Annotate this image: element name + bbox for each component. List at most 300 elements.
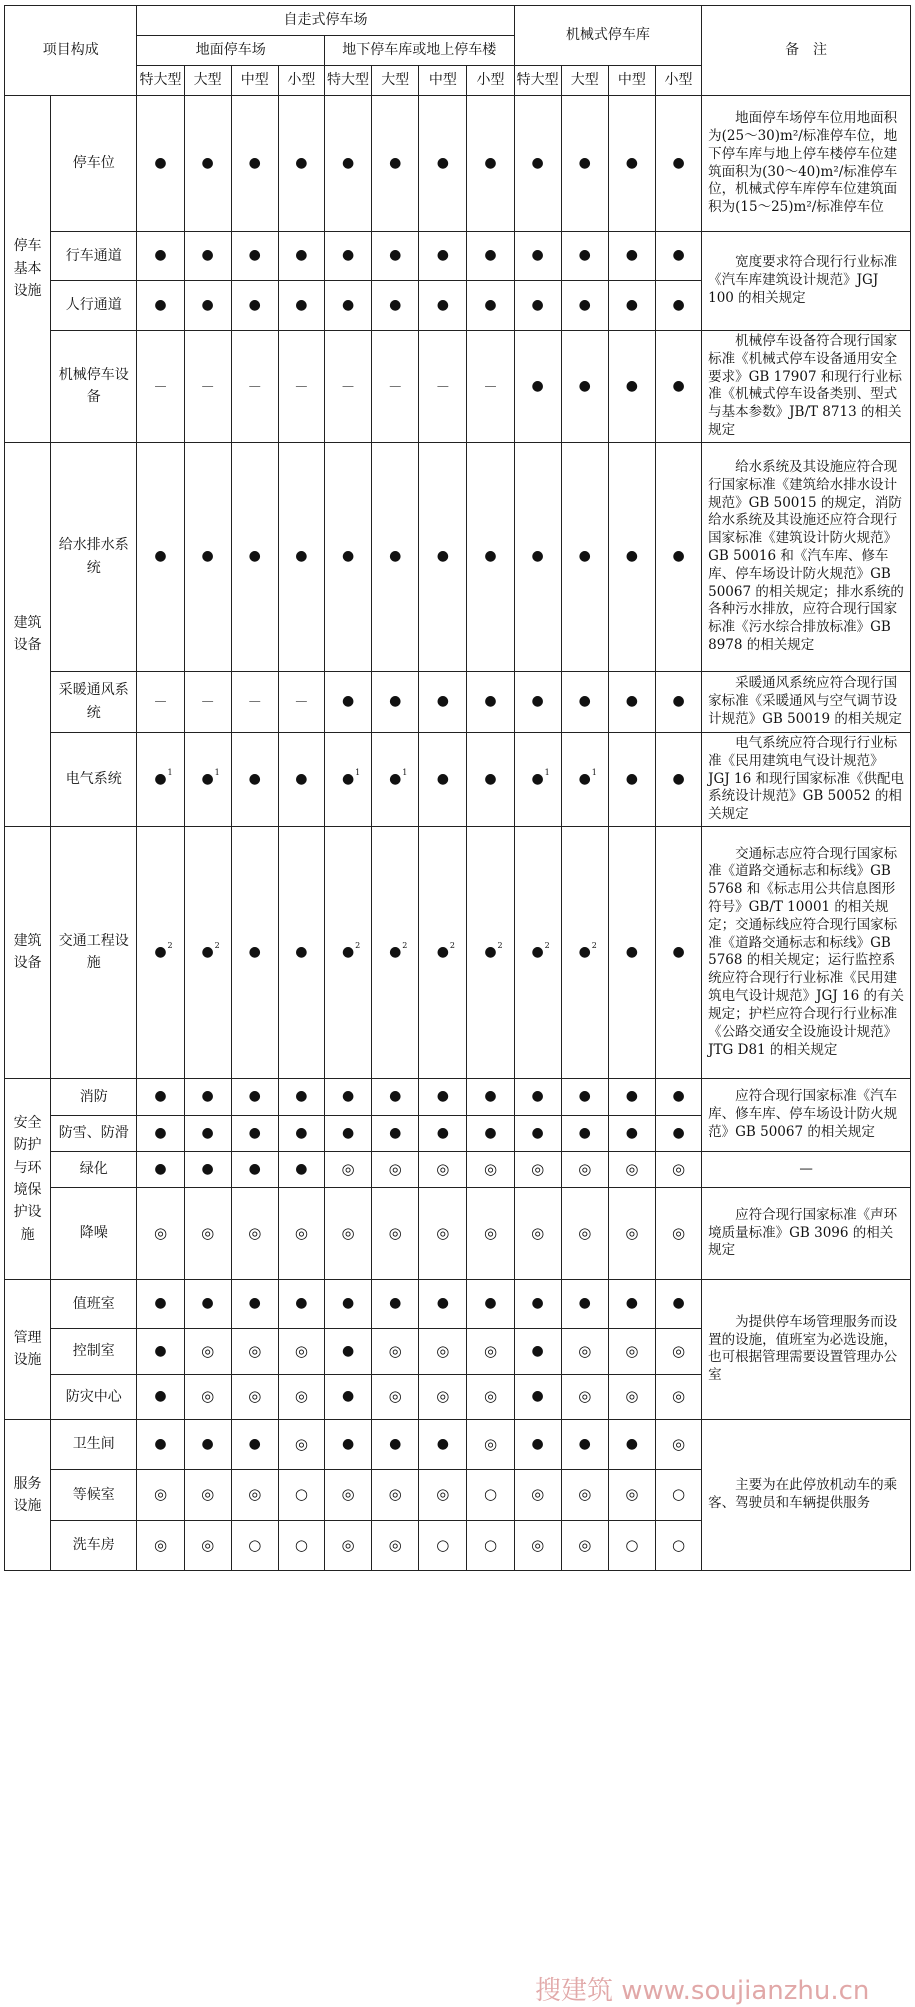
symbol-cell: [608, 1115, 655, 1151]
filled-dot-symbol: ●: [154, 1388, 167, 1405]
symbol-cell: [278, 1520, 324, 1570]
table-row: [5, 732, 911, 826]
symbol-cell: [324, 1328, 371, 1374]
symbol-cell: [514, 671, 561, 732]
item-cell: 人行通道: [51, 281, 137, 331]
symbol-cell: [561, 442, 608, 671]
symbol-cell: [184, 442, 231, 671]
double-circle-symbol: ◎: [672, 1387, 686, 1406]
symbol-cell: [184, 1469, 231, 1520]
symbol-cell: [324, 1520, 371, 1570]
filled-dot-symbol: ●: [625, 1435, 639, 1452]
double-circle-symbol: ◎: [341, 1223, 355, 1242]
double-circle-symbol: ◎: [201, 1223, 215, 1242]
symbol-cell: [561, 671, 608, 732]
double-circle-symbol: ◎: [388, 1535, 402, 1554]
size-header-0: 特大型: [137, 66, 184, 96]
double-circle-symbol: ◎: [483, 1434, 498, 1453]
filled-dot-symbol: ●: [341, 1435, 355, 1452]
double-circle-symbol: ◎: [483, 1387, 498, 1406]
not-applicable-dash: —: [154, 378, 167, 393]
symbol-cell: [137, 331, 184, 443]
footnote-marker: 2: [544, 940, 550, 950]
item-cell: 防雪、防滑: [51, 1115, 137, 1151]
filled-dot-symbol: ●: [154, 1295, 167, 1312]
double-circle-symbol: ◎: [578, 1159, 592, 1178]
filled-dot-symbol: ●: [484, 1124, 497, 1141]
symbol-cell: [419, 1078, 467, 1115]
symbol-cell: [137, 1374, 184, 1419]
double-circle-symbol: ◎: [388, 1387, 402, 1406]
filled-dot-symbol: ● 1: [389, 767, 408, 787]
symbol-cell: [278, 1279, 324, 1328]
symbol-cell: [372, 1115, 419, 1151]
symbol-cell: [514, 1374, 561, 1419]
symbol-cell: [231, 281, 278, 331]
footnote-marker: 1: [214, 767, 220, 777]
symbol-cell: [467, 1151, 514, 1187]
filled-dot-symbol: ●: [341, 548, 355, 565]
footnote-marker: 1: [355, 767, 361, 777]
filled-dot-symbol: ●: [295, 548, 308, 565]
symbol-cell: [137, 1469, 184, 1520]
filled-dot-symbol: ●: [672, 1295, 685, 1312]
symbol-cell: [372, 281, 419, 331]
symbol-cell: [467, 281, 514, 331]
filled-dot-symbol: ●: [154, 548, 167, 565]
item-cell: 电气系统: [51, 732, 137, 826]
double-circle-symbol: ◎: [388, 1485, 402, 1504]
filled-dot-symbol: ●: [389, 1124, 402, 1141]
symbol-cell: [372, 232, 419, 281]
table-row: [5, 1151, 911, 1187]
symbol-cell: [184, 1151, 231, 1187]
symbol-cell: [608, 1328, 655, 1374]
filled-dot-symbol: ● 2: [484, 940, 503, 960]
symbol-cell: [184, 331, 231, 443]
size-header-2: 中型: [231, 66, 278, 96]
filled-dot-symbol: ●: [154, 247, 167, 264]
footnote-marker: 1: [544, 767, 550, 777]
symbol-cell: [184, 1520, 231, 1570]
footnote-marker: 2: [591, 940, 597, 950]
filled-dot-symbol: ●: [625, 377, 639, 394]
symbol-cell: [655, 1374, 701, 1419]
filled-dot-symbol: ●: [436, 1124, 449, 1141]
symbol-cell: [514, 281, 561, 331]
double-circle-symbol: ◎: [578, 1387, 592, 1406]
filled-dot-symbol: ●: [578, 1435, 591, 1452]
symbol-cell: [137, 1279, 184, 1328]
item-cell: 消防: [51, 1078, 137, 1115]
header-remarks: 备 注: [702, 6, 911, 96]
symbol-cell: [324, 1419, 371, 1469]
filled-dot-symbol: ●: [389, 1435, 402, 1452]
filled-dot-symbol: ●: [295, 1088, 308, 1105]
symbol-cell: [467, 1419, 514, 1469]
symbol-cell: [467, 826, 514, 1078]
item-cell: 绿化: [51, 1151, 137, 1187]
not-applicable-dash: —: [389, 378, 402, 393]
header-underground: 地下停车库或地上停车楼: [324, 36, 514, 66]
double-circle-symbol: ◎: [436, 1485, 450, 1504]
filled-dot-symbol: ● 1: [341, 767, 361, 787]
symbol-cell: [372, 671, 419, 732]
symbol-cell: [655, 671, 701, 732]
double-circle-symbol: ◎: [248, 1341, 262, 1360]
symbol-cell: [561, 1187, 608, 1279]
symbol-cell: [608, 1151, 655, 1187]
symbol-cell: [184, 1115, 231, 1151]
double-circle-symbol: ◎: [625, 1159, 639, 1178]
remark-cell: 给水系统及其设施应符合现行国家标准《建筑给水排水设计规范》GB 50015 的规定，消防给水系统及其设施还应符合现行国家标准《建筑设计防火规范》GB 50016 和《汽车库、修车库、停车场设计防火规范》GB 50067 的相关规定；排水系统的各种污水排放，应符合现行国家标准《污水综合排放标准》GB 8978 的相关规定: [702, 442, 911, 671]
symbol-cell: [514, 96, 561, 232]
symbol-cell: [514, 1520, 561, 1570]
category-cell: 停车基本设施: [5, 96, 51, 443]
symbol-cell: [467, 331, 514, 443]
filled-dot-symbol: ●: [672, 1124, 685, 1141]
open-circle-symbol: ○: [294, 1535, 308, 1554]
symbol-cell: [419, 281, 467, 331]
symbol-cell: [655, 96, 701, 232]
size-header-4: 特大型: [324, 66, 371, 96]
symbol-cell: [184, 1187, 231, 1279]
filled-dot-symbol: ●: [436, 770, 449, 787]
symbol-cell: [372, 1151, 419, 1187]
filled-dot-symbol: ●: [625, 1124, 639, 1141]
double-circle-symbol: ◎: [294, 1434, 308, 1453]
symbol-cell: [514, 232, 561, 281]
footnote-marker: 2: [497, 940, 503, 950]
symbol-cell: [561, 732, 608, 826]
symbol-cell: [324, 1151, 371, 1187]
symbol-cell: [184, 1328, 231, 1374]
symbol-cell: [561, 1419, 608, 1469]
symbol-cell: [137, 1187, 184, 1279]
filled-dot-symbol: ●: [295, 296, 308, 313]
symbol-cell: [278, 331, 324, 443]
open-circle-symbol: ○: [672, 1485, 686, 1504]
footnote-marker: 2: [214, 940, 220, 950]
symbol-cell: [419, 1115, 467, 1151]
filled-dot-symbol: ●: [484, 1088, 497, 1105]
filled-dot-symbol: ●: [201, 1435, 214, 1452]
open-circle-symbol: ○: [248, 1535, 262, 1554]
filled-dot-symbol: ● 1: [201, 767, 220, 787]
filled-dot-symbol: ● 2: [201, 940, 220, 960]
symbol-cell: [372, 331, 419, 443]
symbol-cell: [231, 1078, 278, 1115]
symbol-cell: [324, 1078, 371, 1115]
symbol-cell: [467, 671, 514, 732]
filled-dot-symbol: ●: [484, 1295, 497, 1312]
header-ground: 地面停车场: [137, 36, 325, 66]
filled-dot-symbol: ●: [531, 1388, 544, 1405]
symbol-cell: [419, 671, 467, 732]
symbol-cell: [419, 1187, 467, 1279]
filled-dot-symbol: ●: [672, 943, 685, 960]
filled-dot-symbol: ●: [578, 1088, 591, 1105]
filled-dot-symbol: ●: [436, 693, 449, 710]
symbol-cell: [419, 96, 467, 232]
symbol-cell: [184, 96, 231, 232]
symbol-cell: [278, 1078, 324, 1115]
double-circle-symbol: ◎: [578, 1223, 592, 1242]
item-cell: 机械停车设备: [51, 331, 137, 443]
symbol-cell: [324, 442, 371, 671]
filled-dot-symbol: ●: [672, 247, 685, 264]
symbol-cell: [372, 1078, 419, 1115]
double-circle-symbol: ◎: [578, 1535, 592, 1554]
symbol-cell: [419, 331, 467, 443]
symbol-cell: [467, 442, 514, 671]
not-applicable-dash: —: [248, 694, 261, 709]
symbol-cell: [372, 1279, 419, 1328]
table-row: [5, 826, 911, 1078]
remark-cell: 应符合现行国家标准《汽车库、修车库、停车场设计防火规范》GB 50067 的相关规定: [702, 1078, 911, 1151]
symbol-cell: [561, 1115, 608, 1151]
double-circle-symbol: ◎: [248, 1387, 262, 1406]
item-cell: 行车通道: [51, 232, 137, 281]
filled-dot-symbol: ●: [341, 1388, 355, 1405]
symbol-cell: [278, 232, 324, 281]
filled-dot-symbol: ●: [295, 154, 308, 171]
double-circle-symbol: ◎: [248, 1485, 262, 1504]
symbol-cell: [561, 1078, 608, 1115]
symbol-cell: [278, 671, 324, 732]
filled-dot-symbol: ●: [578, 548, 591, 565]
remark-cell: 为提供停车场管理服务而设置的设施，值班室为必选设施，也可根据管理需要设置管理办公室: [702, 1279, 911, 1419]
not-applicable-dash: —: [436, 378, 449, 393]
symbol-cell: [514, 732, 561, 826]
table-row: [5, 1187, 911, 1279]
symbol-cell: [137, 232, 184, 281]
symbol-cell: [324, 331, 371, 443]
size-header-5: 大型: [372, 66, 419, 96]
symbol-cell: [324, 826, 371, 1078]
double-circle-symbol: ◎: [388, 1159, 402, 1178]
header-mechanical: 机械式停车库: [514, 6, 702, 66]
remark-cell: 应符合现行国家标准《声环境质量标准》GB 3096 的相关规定: [702, 1187, 911, 1279]
symbol-cell: [231, 826, 278, 1078]
symbol-cell: [137, 1520, 184, 1570]
filled-dot-symbol: ●: [484, 296, 497, 313]
item-cell: 控制室: [51, 1328, 137, 1374]
symbol-cell: [608, 1419, 655, 1469]
table-row: [5, 1279, 911, 1328]
filled-dot-symbol: ●: [201, 1124, 214, 1141]
filled-dot-symbol: ●: [295, 247, 308, 264]
filled-dot-symbol: ●: [389, 154, 402, 171]
not-applicable-dash: —: [484, 378, 497, 393]
symbol-cell: [324, 1469, 371, 1520]
symbol-cell: [561, 1328, 608, 1374]
open-circle-symbol: ○: [483, 1485, 498, 1504]
double-circle-symbol: ◎: [153, 1223, 168, 1242]
double-circle-symbol: ◎: [625, 1485, 639, 1504]
symbol-cell: [561, 331, 608, 443]
double-circle-symbol: ◎: [436, 1223, 450, 1242]
symbol-cell: [608, 1374, 655, 1419]
symbol-cell: [419, 1469, 467, 1520]
filled-dot-symbol: ●: [531, 1342, 544, 1359]
filled-dot-symbol: ●: [295, 943, 308, 960]
filled-dot-symbol: ● 1: [531, 767, 550, 787]
symbol-cell: [467, 1187, 514, 1279]
filled-dot-symbol: ●: [625, 770, 639, 787]
filled-dot-symbol: ●: [341, 247, 355, 264]
filled-dot-symbol: ●: [531, 247, 544, 264]
not-applicable-dash: —: [201, 378, 214, 393]
double-circle-symbol: ◎: [153, 1535, 168, 1554]
symbol-cell: [467, 232, 514, 281]
footnote-marker: 1: [167, 767, 173, 777]
filled-dot-symbol: ● 2: [154, 940, 173, 960]
filled-dot-symbol: ●: [201, 1295, 214, 1312]
symbol-cell: [419, 442, 467, 671]
symbol-cell: [467, 1279, 514, 1328]
size-header-8: 特大型: [514, 66, 561, 96]
footnote-marker: 1: [591, 767, 597, 777]
filled-dot-symbol: ●: [341, 1342, 355, 1359]
symbol-cell: [137, 826, 184, 1078]
double-circle-symbol: ◎: [388, 1223, 402, 1242]
symbol-cell: [655, 1078, 701, 1115]
symbol-cell: [561, 281, 608, 331]
filled-dot-symbol: ●: [389, 548, 402, 565]
item-cell: 等候室: [51, 1469, 137, 1520]
symbol-cell: [278, 826, 324, 1078]
category-cell: 管理设施: [5, 1279, 51, 1419]
filled-dot-symbol: ●: [201, 296, 214, 313]
symbol-cell: [608, 1520, 655, 1570]
filled-dot-symbol: ●: [531, 548, 544, 565]
not-applicable-dash: —: [154, 694, 167, 709]
category-cell: 建筑设备: [5, 442, 51, 826]
symbol-cell: [561, 1279, 608, 1328]
symbol-cell: [372, 826, 419, 1078]
double-circle-symbol: ◎: [201, 1341, 215, 1360]
symbol-cell: [655, 1469, 701, 1520]
symbol-cell: [514, 1151, 561, 1187]
filled-dot-symbol: ●: [201, 1160, 214, 1177]
item-cell: 降噪: [51, 1187, 137, 1279]
filled-dot-symbol: ●: [154, 1160, 167, 1177]
size-header-1: 大型: [184, 66, 231, 96]
symbol-cell: [608, 1469, 655, 1520]
symbol-cell: [137, 1151, 184, 1187]
header-project: 项目构成: [5, 6, 137, 96]
not-applicable-dash: —: [248, 378, 261, 393]
symbol-cell: [514, 1115, 561, 1151]
filled-dot-symbol: ●: [248, 1295, 261, 1312]
symbol-cell: [324, 732, 371, 826]
symbol-cell: [419, 826, 467, 1078]
symbol-cell: [372, 732, 419, 826]
filled-dot-symbol: ●: [389, 296, 402, 313]
symbol-cell: [655, 1279, 701, 1328]
symbol-cell: [608, 1078, 655, 1115]
symbol-cell: [561, 1151, 608, 1187]
filled-dot-symbol: ●: [484, 770, 497, 787]
symbol-cell: [608, 281, 655, 331]
filled-dot-symbol: ●: [672, 296, 685, 313]
filled-dot-symbol: ●: [672, 548, 685, 565]
symbol-cell: [655, 1151, 701, 1187]
symbol-cell: [324, 1374, 371, 1419]
item-cell: 给水排水系统: [51, 442, 137, 671]
symbol-cell: [655, 331, 701, 443]
symbol-cell: [231, 1187, 278, 1279]
filled-dot-symbol: ●: [201, 548, 214, 565]
symbol-cell: [514, 331, 561, 443]
footnote-marker: 2: [402, 940, 408, 950]
symbol-cell: [324, 96, 371, 232]
symbol-cell: [231, 671, 278, 732]
open-circle-symbol: ○: [625, 1535, 639, 1554]
double-circle-symbol: ◎: [483, 1159, 498, 1178]
filled-dot-symbol: ●: [341, 296, 355, 313]
symbol-cell: [184, 1419, 231, 1469]
item-cell: 值班室: [51, 1279, 137, 1328]
filled-dot-symbol: ●: [341, 693, 355, 710]
double-circle-symbol: ◎: [672, 1434, 686, 1453]
symbol-cell: [467, 1374, 514, 1419]
filled-dot-symbol: ●: [625, 693, 639, 710]
double-circle-symbol: ◎: [436, 1387, 450, 1406]
symbol-cell: [137, 732, 184, 826]
filled-dot-symbol: ●: [201, 1088, 214, 1105]
filled-dot-symbol: ●: [248, 1160, 261, 1177]
remark-cell: 地面停车场停车位用地面积为(25～30)m²/标准停车位，地下停车库与地上停车楼停车位建筑面积为(30～40)m²/标准停车位，机械式停车库停车位建筑面积为(15～25)m²/标准停车位: [702, 96, 911, 232]
symbol-cell: [231, 1279, 278, 1328]
footnote-marker: 1: [402, 767, 408, 777]
item-cell: 洗车房: [51, 1520, 137, 1570]
filled-dot-symbol: ●: [484, 154, 497, 171]
symbol-cell: [419, 1419, 467, 1469]
symbol-cell: [278, 1419, 324, 1469]
double-circle-symbol: ◎: [531, 1535, 545, 1554]
symbol-cell: [278, 281, 324, 331]
footnote-marker: 2: [355, 940, 361, 950]
site-watermark: 搜建筑 www.soujianzhu.cn: [535, 1976, 870, 2006]
filled-dot-symbol: ●: [436, 548, 449, 565]
symbol-cell: [514, 1078, 561, 1115]
symbol-cell: [655, 1187, 701, 1279]
double-circle-symbol: ◎: [531, 1159, 545, 1178]
symbol-cell: [608, 1187, 655, 1279]
filled-dot-symbol: ●: [201, 154, 214, 171]
requirements-table-sheet: [4, 5, 911, 1571]
symbol-cell: [467, 1328, 514, 1374]
symbol-cell: [324, 1279, 371, 1328]
filled-dot-symbol: ●: [578, 1124, 591, 1141]
item-cell: 卫生间: [51, 1419, 137, 1469]
symbol-cell: [419, 1328, 467, 1374]
double-circle-symbol: ◎: [388, 1341, 402, 1360]
symbol-cell: [278, 1328, 324, 1374]
size-header-11: 小型: [655, 66, 701, 96]
filled-dot-symbol: ●: [389, 247, 402, 264]
symbol-cell: [324, 232, 371, 281]
filled-dot-symbol: ●: [341, 154, 355, 171]
symbol-cell: [514, 442, 561, 671]
symbol-cell: [184, 281, 231, 331]
remark-cell: 电气系统应符合现行行业标准《民用建筑电气设计规范》JGJ 16 和现行国家标准《供配电系统设计规范》GB 50052 的相关规定: [702, 732, 911, 826]
filled-dot-symbol: ●: [625, 1088, 639, 1105]
symbol-cell: [372, 1187, 419, 1279]
table-row: [5, 442, 911, 671]
